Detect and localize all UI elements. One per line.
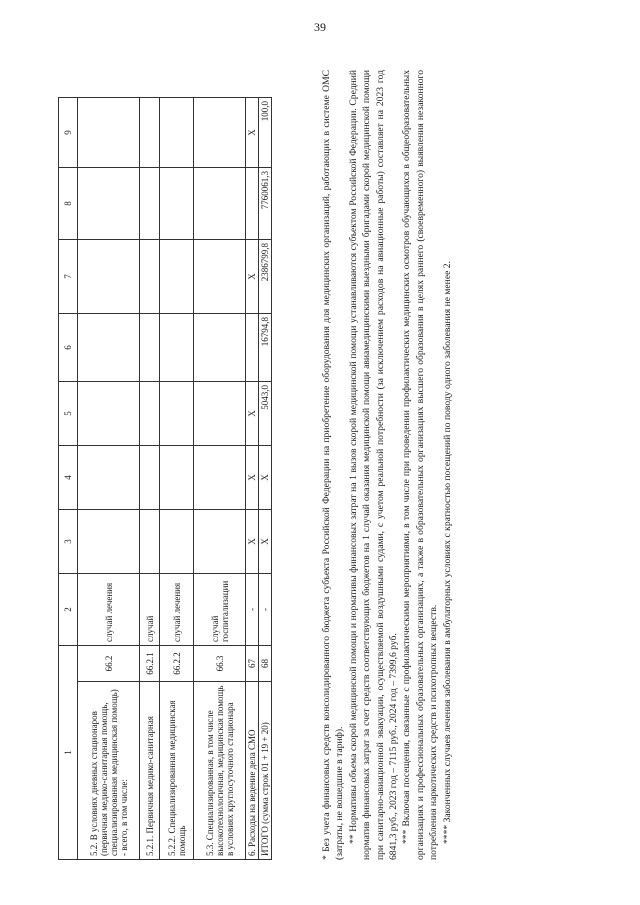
row-unit: случай госпитализации — [194, 574, 246, 646]
page-number: 39 — [314, 20, 326, 34]
row-unit: случай лечения — [78, 574, 140, 646]
cell-col9: X — [246, 98, 259, 168]
cell-col4: X — [259, 446, 272, 510]
row-code: 66.2.1 — [140, 646, 160, 682]
cell-col5 — [194, 382, 246, 446]
cell-col7 — [78, 240, 140, 314]
table-row — [259, 98, 272, 860]
cell-col5 — [160, 382, 194, 446]
cell-col4 — [160, 446, 194, 510]
cell-col5 — [78, 382, 140, 446]
cell-col7 — [140, 240, 160, 314]
table-row — [160, 98, 194, 860]
row-label: 5.2.2. Специализированная медицинская помощь — [160, 682, 194, 860]
row-code: 66.2 — [78, 646, 140, 682]
cell-col5: 5043,0 — [259, 382, 272, 446]
footnotes — [320, 70, 454, 860]
header-cell: 8 — [59, 168, 78, 240]
table-header-row — [59, 98, 78, 860]
header-cell: 5 — [59, 382, 78, 446]
cell-col7 — [160, 240, 194, 314]
row-label: 5.2. В условиях дневных стационаров (первичная медико-санитарная помощь, специализированная медицинская помощь) - всего, в том числе: — [78, 682, 140, 860]
cell-col3 — [78, 510, 140, 574]
cell-col5 — [140, 382, 160, 446]
row-unit: случай лечения — [160, 574, 194, 646]
row-label: 5.2.1. Первичная медико-санитарная — [140, 682, 160, 860]
cell-col9 — [140, 98, 160, 168]
cell-col6: 16794,8 — [259, 314, 272, 382]
cell-col8 — [246, 168, 259, 240]
cell-col8 — [140, 168, 160, 240]
row-code: 66.2.2 — [160, 646, 194, 682]
table-row — [78, 98, 140, 860]
cell-col6 — [160, 314, 194, 382]
row-code: 68 — [259, 646, 272, 682]
cell-col9 — [160, 98, 194, 168]
cell-col8: 7760061,3 — [259, 168, 272, 240]
row-label: 5.3. Специализированная, в том числе высокотехнологичная, медицинская помощь в условиях круглосуточного стационара — [194, 682, 246, 860]
header-cell: 2 — [59, 574, 78, 646]
cell-col3: X — [259, 510, 272, 574]
cell-col3 — [194, 510, 246, 574]
cell-col7: 2386799,8 — [259, 240, 272, 314]
row-unit: - — [259, 574, 272, 646]
footnote-2: ** Нормативы объема скорой медицинской помощи и нормативы финансовых затрат на 1 вызов скорой медицинской помощи устанавливаются субъектом Российской Федерации. Средний норматив финансовых затрат за счет средств соответствующих бюджетов на 1 случай оказания медицинской помощи авиамедицинскими выездными бригадами скорой медицинской помощи при санитарно-авиационной эвакуации, осуществляемой воздушными судами, с учетом реальной потребности (за исключением расходов на авиационные работы) составляет на 2023 год 6841,3 руб., 2023 год – 7115 руб., 2024 год – 7399,6 руб. — [347, 70, 400, 860]
cell-col3 — [140, 510, 160, 574]
cell-col9: 100,0 — [259, 98, 272, 168]
cell-col5: X — [246, 382, 259, 446]
header-cell: 3 — [59, 510, 78, 574]
footnote-1: * Без учета финансовых средств консолидированного бюджета субъекта Российской Федерации на приобретение оборудования для медицинских организаций, работающих в системе ОМС (затраты, не вошедшие в тариф). — [321, 70, 346, 860]
cell-col6 — [194, 314, 246, 382]
cell-col4: X — [246, 446, 259, 510]
cell-col6 — [78, 314, 140, 382]
cell-col7: X — [246, 240, 259, 314]
table-row — [140, 98, 160, 860]
footnote-4: **** Законченных случаев лечения заболевания в амбулаторных условиях с кратностью посещений по поводу одного заболевания не менее 2. — [441, 261, 453, 844]
cell-col3: X — [246, 510, 259, 574]
table-row — [246, 98, 259, 860]
cell-col3 — [160, 510, 194, 574]
header-cell: 6 — [59, 314, 78, 382]
cell-col6 — [246, 314, 259, 382]
header-cell: 1 — [59, 646, 78, 860]
header-cell: 9 — [59, 98, 78, 168]
cell-col6 — [140, 314, 160, 382]
footnote-3: *** Включая посещения, связанные с профилактическими мероприятиями, в том числе при проведении профилактических медицинских осмотров обучающихся в общеобразовательных организациях и профессиональных образовательных организациях, а также в образовательных организациях высшего образования в целях раннего (своевременного) выявления незаконного потребления наркотических средств и психотропных веществ. — [401, 70, 440, 860]
cell-col8 — [194, 168, 246, 240]
header-cell: 7 — [59, 240, 78, 314]
row-code: 66.3 — [194, 646, 246, 682]
cell-col8 — [160, 168, 194, 240]
row-label: ИТОГО (сумма строк 01 + 19 + 20) — [259, 682, 272, 860]
row-code: 67 — [246, 646, 259, 682]
table-row — [194, 98, 246, 860]
cell-col4 — [194, 446, 246, 510]
row-unit: случай — [140, 574, 160, 646]
rotated-page-content — [50, 50, 590, 870]
row-unit: - — [246, 574, 259, 646]
financing-table — [58, 97, 272, 860]
cell-col8 — [78, 168, 140, 240]
header-cell: 4 — [59, 446, 78, 510]
cell-col4 — [140, 446, 160, 510]
cell-col9 — [194, 98, 246, 168]
cell-col9 — [78, 98, 140, 168]
row-label: 6. Расходы на ведение дела СМО — [246, 682, 259, 860]
cell-col4 — [78, 446, 140, 510]
cell-col7 — [194, 240, 246, 314]
